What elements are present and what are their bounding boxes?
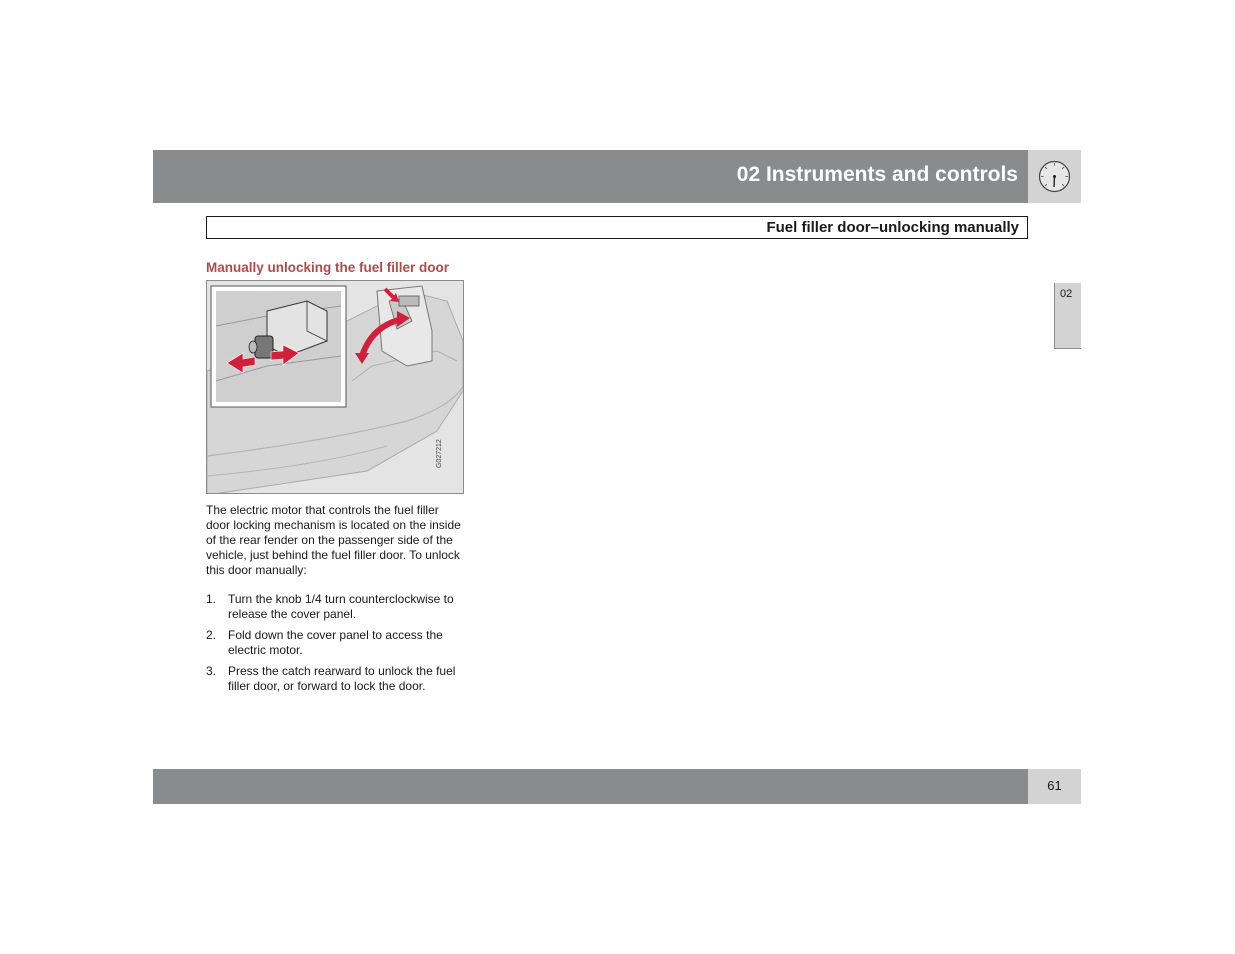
- chapter-header-bar: [153, 150, 1028, 203]
- list-item: [206, 628, 466, 658]
- step-number: 2.: [206, 628, 217, 642]
- section-title: Fuel filler door–unlocking manually: [766, 219, 1019, 236]
- body-text: [206, 503, 466, 700]
- figure-code: G027212: [436, 439, 443, 468]
- section-title-box: [206, 216, 1028, 239]
- chapter-icon-box: [1028, 150, 1081, 203]
- chapter-title: 02 Instruments and controls: [736, 163, 1018, 186]
- step-number: 3.: [206, 664, 217, 678]
- step-number: 1.: [206, 592, 217, 606]
- step-text: Press the catch rearward to unlock the fuel filler door, or forward to lock the door.: [228, 664, 456, 693]
- step-text: Fold down the cover panel to access the electric motor.: [228, 628, 443, 657]
- subheading: Manually unlocking the fuel filler door: [206, 260, 450, 275]
- side-tab-label: 02: [1060, 288, 1073, 300]
- fuel-door-illustration: [206, 280, 464, 494]
- steps-list: [206, 592, 466, 694]
- intro-paragraph: The electric motor that controls the fuel filler door locking mechanism is located on the inside of the rear fender on the passenger side of the vehicle, just behind the fuel filler door. To unlock this door manually:: [206, 503, 461, 577]
- list-item: [206, 592, 466, 622]
- chapter-side-tab: [1054, 283, 1081, 349]
- page-number: 61: [1047, 778, 1062, 793]
- step-text: Turn the knob 1/4 turn counterclockwise to release the cover panel.: [228, 592, 454, 621]
- page-number-box: [1028, 769, 1081, 804]
- speedometer-icon: [1038, 160, 1071, 193]
- footer-bar: [153, 769, 1028, 804]
- list-item: [206, 664, 466, 694]
